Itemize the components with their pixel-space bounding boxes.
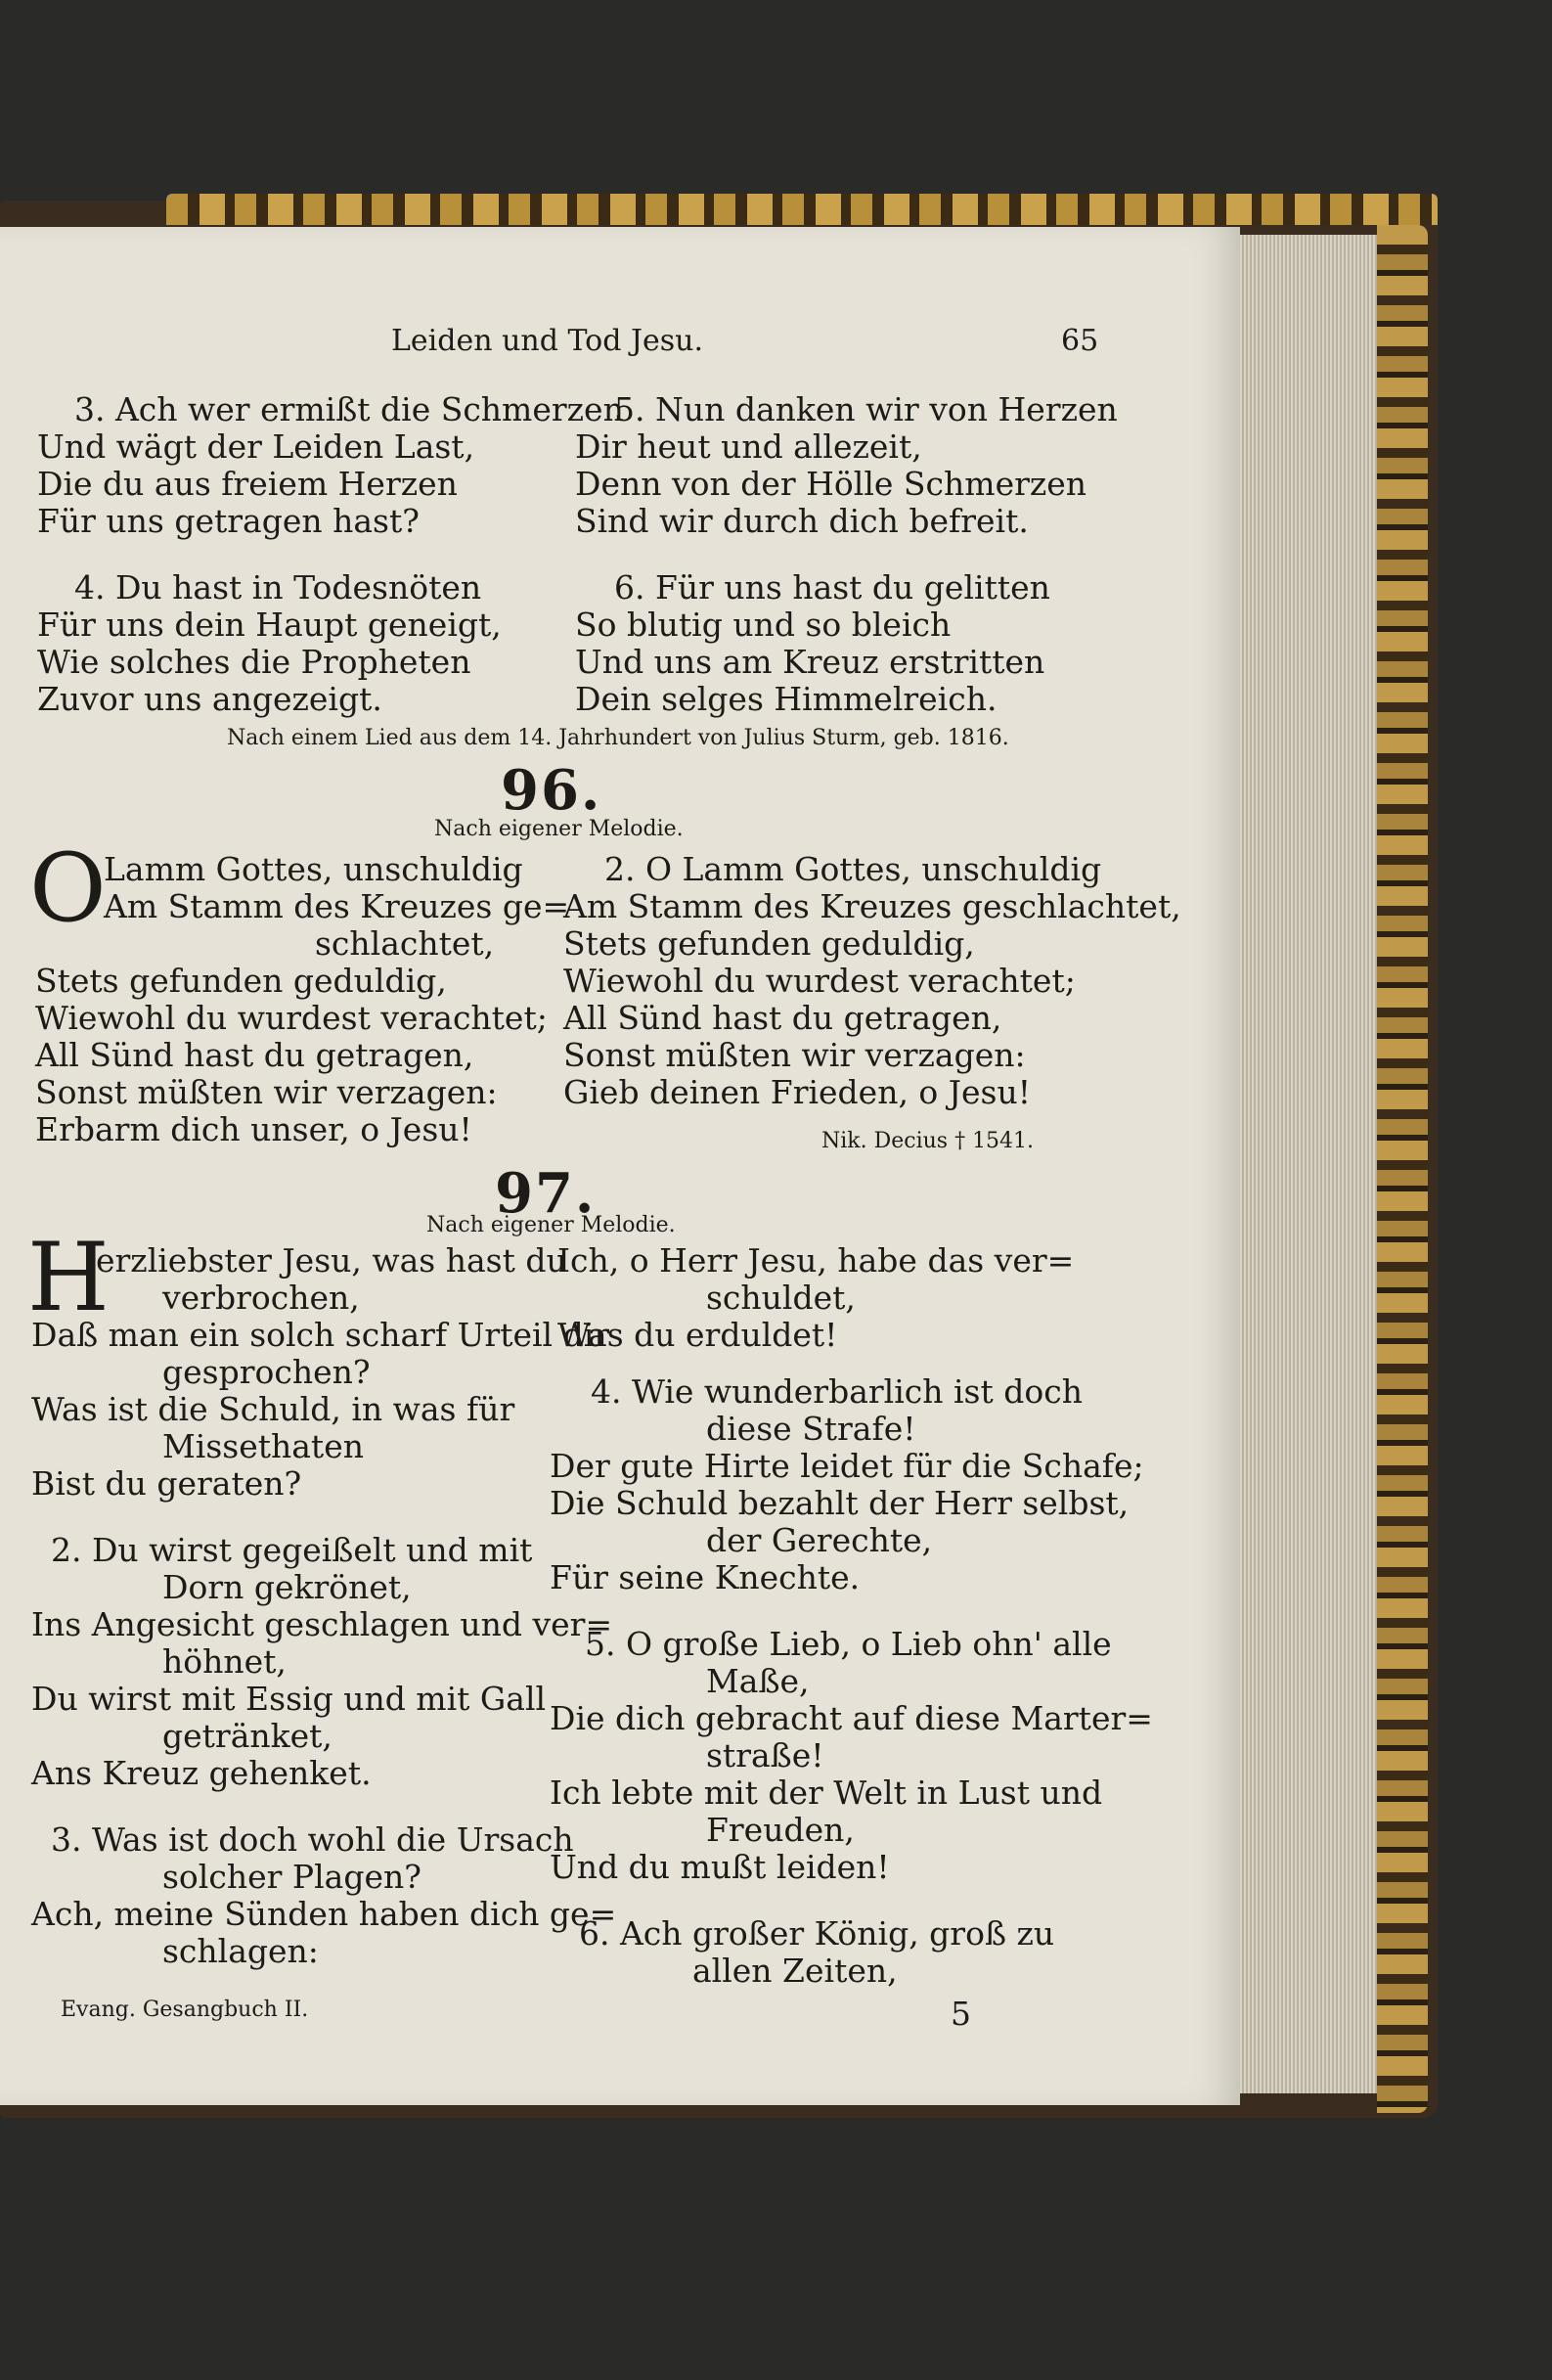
- verse-line: Sonst müßten wir verzagen:: [563, 1036, 1026, 1074]
- verse-line: Am Stamm des Kreuzes ge=: [104, 887, 570, 925]
- verse-line: Für uns getragen hast?: [37, 502, 420, 540]
- verse-line: Dir heut und allezeit,: [575, 427, 922, 466]
- verse-line: All Sünd hast du getragen,: [563, 999, 1002, 1037]
- verse-line: Lamm Gottes, unschuldig: [104, 850, 523, 888]
- verse-line: Gieb deinen Frieden, o Jesu!: [563, 1073, 1032, 1111]
- drop-capital: O: [29, 833, 107, 943]
- verse-line: Dorn gekrönet,: [162, 1568, 412, 1606]
- verse-line: Sind wir durch dich befreit.: [575, 502, 1029, 540]
- verse-line: gesprochen?: [162, 1353, 371, 1391]
- page-number: 65: [1061, 324, 1099, 358]
- drop-capital: H: [27, 1223, 110, 1332]
- verse-line: Und du mußt leiden!: [550, 1848, 890, 1886]
- verse-line: 4. Du hast in Todesnöten: [74, 568, 482, 606]
- verse-line: Denn von der Hölle Schmerzen: [575, 465, 1087, 503]
- verse-line: 5. Nun danken wir von Herzen: [614, 390, 1118, 428]
- hymn-attribution: Nik. Decius † 1541.: [821, 1129, 1035, 1153]
- verse-line: Am Stamm des Kreuzes geschlachtet,: [563, 887, 1181, 925]
- verse-line: Erbarm dich unser, o Jesu!: [35, 1110, 472, 1148]
- verse-line: 2. O Lamm Gottes, unschuldig: [604, 850, 1102, 888]
- verse-line: Sonst müßten wir verzagen:: [35, 1073, 498, 1111]
- verse-line: Freuden,: [706, 1811, 855, 1849]
- verse-line: verbrochen,: [162, 1279, 360, 1317]
- hymn-number: 96.: [501, 758, 602, 823]
- verse-line: Und wägt der Leiden Last,: [37, 427, 475, 466]
- verse-line: Der gute Hirte leidet für die Schafe;: [550, 1447, 1144, 1485]
- verse-line: 5. O große Lieb, o Lieb ohn' alle: [585, 1625, 1112, 1663]
- gilt-fore-edge: [1377, 225, 1428, 2113]
- verse-line: der Gerechte,: [706, 1521, 933, 1559]
- verse-line: Was ist die Schuld, in was für: [31, 1390, 515, 1428]
- verse-line: Du wirst mit Essig und mit Gall: [31, 1680, 547, 1718]
- book-page: [0, 227, 1240, 2105]
- verse-line: Für uns dein Haupt geneigt,: [37, 606, 502, 644]
- verse-line: schlagen:: [162, 1932, 319, 1970]
- verse-line: Ich, o Herr Jesu, habe das ver=: [557, 1241, 1075, 1280]
- hymn-number: 97.: [495, 1161, 597, 1226]
- verse-line: 6. Ach großer König, groß zu: [579, 1914, 1055, 1953]
- verse-line: 6. Für uns hast du gelitten: [614, 568, 1050, 606]
- verse-line: Stets gefunden geduldig,: [563, 924, 975, 963]
- verse-line: Wie solches die Propheten: [37, 643, 471, 681]
- verse-line: So blutig und so bleich: [575, 606, 952, 644]
- verse-line: diese Strafe!: [706, 1410, 916, 1448]
- verse-line: 2. Du wirst gegeißelt und mit: [51, 1531, 533, 1569]
- verse-line: Ich lebte mit der Welt in Lust und: [550, 1774, 1103, 1812]
- verse-line: 4. Wie wunderbarlich ist doch: [591, 1372, 1083, 1411]
- verse-line: schuldet,: [706, 1279, 856, 1317]
- verse-line: schlachtet,: [315, 924, 495, 963]
- verse-line: straße!: [706, 1736, 824, 1774]
- hymn-attribution: Nach einem Lied aus dem 14. Jahrhundert von Julius Sturm, geb. 1816.: [227, 726, 1009, 750]
- verse-line: Zuvor uns angezeigt.: [37, 680, 382, 718]
- verse-line: All Sünd hast du getragen,: [35, 1036, 474, 1074]
- gilt-top-edge: [166, 194, 1438, 225]
- verse-line: Daß man ein solch scharf Urteil dir: [31, 1316, 610, 1354]
- verse-line: Für seine Knechte.: [550, 1558, 861, 1596]
- verse-line: Maße,: [706, 1662, 810, 1700]
- verse-line: Ach, meine Sünden haben dich ge=: [31, 1895, 617, 1933]
- verse-line: Wiewohl du wurdest verachtet;: [563, 962, 1076, 1000]
- verse-line: Bist du geraten?: [31, 1464, 302, 1503]
- sheet-number: 5: [951, 1995, 971, 2033]
- verse-line: 3. Was ist doch wohl die Ursach: [51, 1820, 574, 1859]
- melody-note: Nach eigener Melodie.: [434, 817, 684, 841]
- verse-line: Wiewohl du wurdest verachtet;: [35, 999, 548, 1037]
- verse-line: erzliebster Jesu, was hast du: [96, 1241, 567, 1280]
- page-block-edge: [1240, 235, 1377, 2093]
- verse-line: Dein selges Himmelreich.: [575, 680, 998, 718]
- running-head: Leiden und Tod Jesu.: [391, 324, 703, 358]
- signature-mark: Evang. Gesangbuch II.: [61, 1998, 309, 2022]
- verse-line: Und uns am Kreuz erstritten: [575, 643, 1045, 681]
- verse-line: Missethaten: [162, 1427, 364, 1465]
- verse-line: Stets gefunden geduldig,: [35, 962, 447, 1000]
- verse-line: Die dich gebracht auf diese Marter=: [550, 1699, 1153, 1737]
- verse-line: 3. Ach wer ermißt die Schmerzen: [74, 390, 624, 428]
- verse-line: solcher Plagen?: [162, 1858, 421, 1896]
- verse-line: Ins Angesicht geschlagen und ver=: [31, 1605, 613, 1643]
- melody-note: Nach eigener Melodie.: [426, 1213, 676, 1237]
- verse-line: getränket,: [162, 1717, 333, 1755]
- verse-line: Die Schuld bezahlt der Herr selbst,: [550, 1484, 1130, 1522]
- verse-line: Ans Kreuz gehenket.: [31, 1754, 372, 1792]
- verse-line: höhnet,: [162, 1642, 287, 1681]
- verse-line: Was du erduldet!: [557, 1316, 838, 1354]
- verse-line: Die du aus freiem Herzen: [37, 465, 458, 503]
- verse-line: allen Zeiten,: [692, 1952, 898, 1990]
